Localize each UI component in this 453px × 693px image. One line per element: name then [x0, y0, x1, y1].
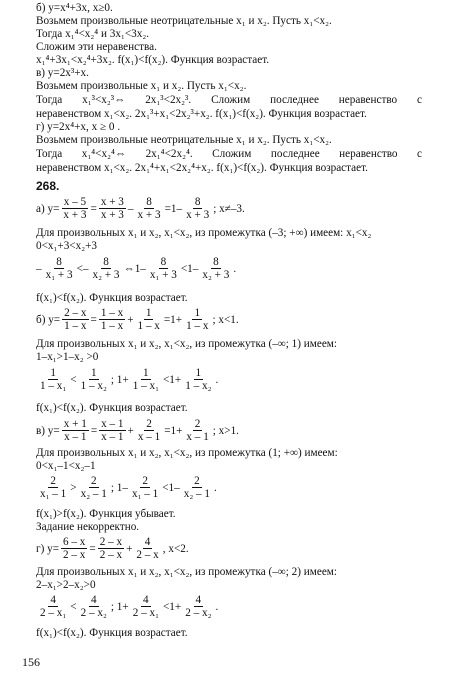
formula-text: ; x<1.: [212, 313, 239, 326]
fraction: [183, 594, 213, 619]
denominator: x – 1: [101, 431, 124, 443]
denominator: x + 3: [100, 209, 124, 221]
text-line: f(x₁)<f(x₂). Функция возрастает.: [36, 627, 188, 639]
numerator: 4: [90, 594, 97, 606]
text-line: Для произвольных x₁ и x₂, x₁<x₂, из промежутка (–3; +∞) имеем: x₁<x₂: [36, 227, 372, 239]
formula-text: –: [36, 262, 42, 275]
fraction: [99, 307, 125, 332]
fraction: [62, 418, 89, 443]
text-line: в) y=2x³+x.: [36, 67, 89, 79]
formula-text: ; x>1.: [212, 424, 239, 437]
text-line: f(x₁)>f(x₂). Функция убывает.: [36, 508, 176, 520]
formula-a: [36, 196, 245, 221]
numerator: 1 – x: [100, 307, 124, 319]
denominator: x + 3: [63, 209, 87, 221]
denominator: x₁ – 1: [131, 488, 159, 500]
formula-text: =1+: [164, 424, 183, 437]
denominator: 1 – x: [137, 320, 160, 332]
formula-text: , x<2.: [162, 542, 189, 555]
fraction: [99, 418, 125, 443]
fraction: [184, 196, 211, 221]
text-line: Тогда x₁³<x₂³⇔ 2x₁³<2x₂³. Сложим последнее неравенство с: [36, 94, 422, 106]
text-line: б) y=x⁴+3x, x≥0.: [36, 2, 113, 14]
fraction: [130, 475, 160, 500]
text-line: г) y=2x⁴+x, x ≥ 0 .: [36, 121, 121, 133]
fraction: [184, 418, 210, 443]
text-line: Возьмем произвольные неотрицательные x₁ и x₂. Пусть x₁<x₂.: [36, 15, 332, 27]
text-line: Для произвольных x₁ и x₂, x₁<x₂, из промежутка (1; +∞) имеем:: [36, 447, 338, 459]
denominator: 1 – x₂: [185, 380, 212, 392]
text-line: неравенством x₁<x₂. 2x₁³+x₁<2x₂³+x₂. f(x₁)<f(x₂). Функция возрастает.: [36, 108, 367, 120]
formula-text: ⇔1–: [123, 262, 146, 275]
formula-text: +: [127, 313, 134, 326]
fraction: [136, 307, 162, 332]
fraction: [184, 307, 210, 332]
numerator: 1: [50, 367, 56, 379]
denominator: x₁ + 3: [45, 269, 73, 281]
formula-text: +: [127, 424, 134, 437]
numerator: 1: [90, 367, 97, 379]
text-line: f(x₁)<f(x₂). Функция возрастает.: [36, 402, 188, 414]
text-line: Сложим эти неравенства.: [36, 41, 157, 53]
denominator: 2 – x₁: [40, 607, 67, 619]
fraction: [148, 256, 179, 281]
text-line: Тогда x₁⁴<x₂⁴⇔ 2x₁⁴<2x₂⁴. Сложим последнее неравенство с: [36, 148, 422, 160]
page-number: 156: [22, 655, 40, 669]
fraction: [79, 594, 109, 619]
numerator: 2: [194, 475, 200, 487]
text-line: 1–x₁>1–x₂ >0: [36, 351, 99, 363]
numerator: 8: [146, 196, 152, 208]
denominator: 2 – x: [63, 549, 86, 561]
formula-text: –: [127, 202, 134, 215]
fraction: [131, 594, 161, 619]
fraction: [38, 367, 68, 392]
formula-b: [36, 307, 239, 332]
formula-text: <–: [76, 262, 89, 275]
fraction: [136, 418, 162, 443]
denominator: 1 – x₁: [132, 380, 159, 392]
numerator: 4: [195, 594, 202, 606]
fraction: [38, 475, 68, 500]
fraction: [61, 536, 87, 561]
fraction: [62, 307, 88, 332]
numerator: 2 – x: [99, 536, 123, 548]
inequality-c: [36, 475, 217, 500]
numerator: x + 3: [100, 196, 124, 208]
formula-text: <1–: [162, 481, 180, 494]
formula-text: б) y=: [36, 313, 61, 326]
formula-text: =: [90, 313, 97, 326]
denominator: 2 – x₁: [132, 607, 159, 619]
fraction: [44, 256, 75, 281]
formula-text: ; 1+: [110, 373, 129, 386]
text-line: 2–x₁>2–x₂>0: [36, 579, 96, 591]
problem-number: 268.: [36, 179, 60, 193]
numerator: 1: [145, 307, 152, 319]
fraction: [79, 367, 109, 392]
text-line: Задание некорректно.: [36, 521, 140, 533]
formula-text: .: [215, 373, 219, 386]
fraction: [200, 256, 231, 281]
numerator: 2: [142, 475, 148, 487]
numerator: 8: [103, 256, 109, 268]
fraction: [134, 536, 160, 561]
formula-text: <: [70, 373, 77, 386]
formula-text: +: [126, 542, 133, 555]
fraction: [98, 536, 124, 561]
denominator: 2 – x: [99, 549, 123, 561]
formula-text: =1+: [163, 313, 183, 326]
numerator: 1: [195, 367, 202, 379]
fraction: [182, 475, 212, 500]
fraction: [38, 594, 68, 619]
numerator: 8: [194, 196, 201, 208]
fraction: [61, 196, 88, 221]
text-line: Тогда x₁⁴<x₂⁴ и 3x₁<3x₂.: [36, 28, 150, 40]
formula-text: <1+: [162, 600, 182, 613]
denominator: 2 – x₂: [80, 607, 107, 619]
denominator: x₂ – 1: [183, 488, 211, 500]
denominator: x – 1: [64, 431, 87, 443]
denominator: x – 1: [137, 431, 161, 443]
fraction: [99, 196, 126, 221]
formula-c: [36, 418, 239, 443]
numerator: x + 1: [63, 418, 87, 430]
denominator: 1 – x: [64, 320, 87, 332]
formula-text: .: [215, 600, 219, 613]
text-line: Для произвольных x₁ и x₂, x₁<x₂, из промежутка (–∞; 1) имеем:: [36, 338, 337, 350]
formula-text: >: [70, 481, 77, 494]
denominator: x – 1: [186, 431, 209, 443]
denominator: x₂ + 3: [92, 269, 120, 281]
numerator: 4: [143, 594, 149, 606]
formula-text: =: [90, 424, 98, 437]
formula-text: <1+: [162, 373, 182, 386]
formula-text: .: [214, 481, 217, 494]
numerator: 1: [194, 307, 201, 319]
numerator: 2 – x: [64, 307, 87, 319]
denominator: 1 – x: [100, 320, 124, 332]
formula-text: .: [233, 262, 237, 275]
text-line: 0<x₁+3<x₂+3: [36, 240, 98, 252]
text-line: f(x₁)<f(x₂). Функция возрастает.: [36, 292, 188, 304]
denominator: 2 – x₂: [185, 607, 212, 619]
formula-text: ; x≠–3.: [213, 202, 245, 215]
formula-text: =: [90, 202, 97, 215]
inequality-b: [36, 367, 218, 392]
text-line: неравенством x₁<x₂. 2x₁⁴+x₁<2x₂⁴+x₂. f(x₁)<f(x₂). Функция возрастает.: [36, 162, 368, 174]
numerator: x – 5: [63, 196, 87, 208]
numerator: 2: [90, 475, 97, 487]
formula-text: а) y=: [36, 202, 60, 215]
inequality-a: [36, 256, 236, 281]
text-line: Возьмем произвольные неотрицательные x₁ и x₂. Пусть x₁<x₂.: [36, 134, 332, 146]
text-line: Возьмем произвольные x₁ и x₂. Пусть x₁<x₂.: [36, 80, 247, 92]
denominator: x₂ – 1: [80, 488, 107, 500]
fraction: [131, 367, 161, 392]
numerator: x – 1: [101, 418, 124, 430]
numerator: 4: [144, 536, 151, 548]
formula-text: ; 1–: [110, 481, 128, 494]
text-line: 0<x₁–1<x₂–1: [36, 460, 96, 472]
text-line: x₁⁴+3x₁<x₂⁴+3x₂. f(x₁)<f(x₂). Функция возрастает.: [36, 54, 270, 66]
formula-text: <1–: [180, 262, 199, 275]
formula-text: =: [89, 542, 96, 555]
formula-text: ; 1+: [110, 600, 129, 613]
formula-text: в) y=: [36, 424, 60, 437]
numerator: 1: [143, 367, 149, 379]
numerator: 8: [56, 256, 62, 268]
denominator: 1 – x₁: [40, 380, 67, 392]
formula-d: [36, 536, 189, 561]
numerator: 2: [50, 475, 56, 487]
denominator: x₁ – 1: [40, 488, 67, 500]
denominator: x₁ + 3: [149, 269, 177, 281]
formula-text: г) y=: [36, 542, 60, 555]
denominator: 2 – x: [136, 549, 159, 561]
numerator: 8: [213, 256, 219, 268]
denominator: 1 – x₂: [80, 380, 107, 392]
fraction: [79, 475, 109, 500]
formula-text: =1–: [164, 202, 183, 215]
denominator: x + 3: [137, 209, 161, 221]
fraction: [183, 367, 213, 392]
numerator: 8: [160, 256, 167, 268]
denominator: 1 – x: [186, 320, 209, 332]
fraction: [91, 256, 122, 281]
denominator: x₂ + 3: [202, 269, 230, 281]
numerator: 4: [50, 594, 56, 606]
text-line: Для произвольных x₁ и x₂, x₁<x₂, из промежутка (–∞; 2) имеем:: [36, 566, 337, 578]
numerator: 2: [146, 418, 152, 430]
fraction: [136, 196, 163, 221]
numerator: 6 – x: [63, 536, 86, 548]
inequality-d: [36, 594, 218, 619]
formula-text: <: [70, 600, 77, 613]
denominator: x + 3: [186, 209, 210, 221]
numerator: 2: [194, 418, 201, 430]
